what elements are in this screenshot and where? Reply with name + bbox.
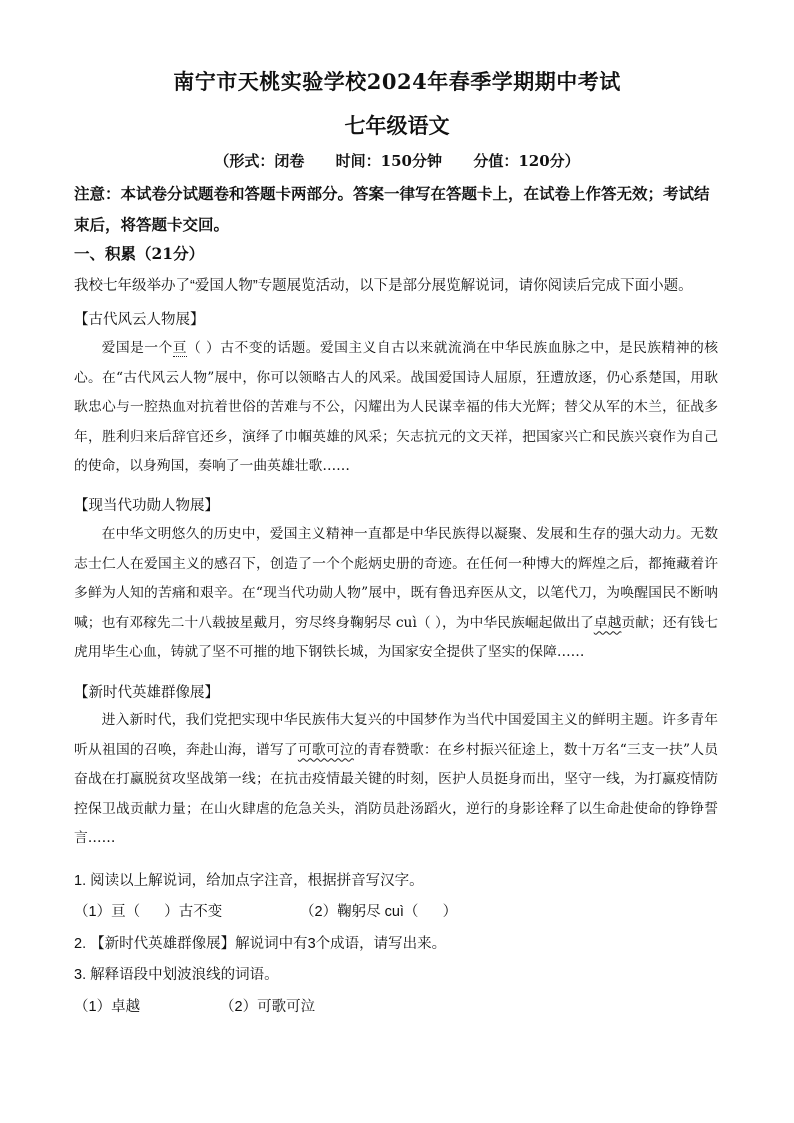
exam-notice: 注意：本试卷分试题卷和答题卡两部分。答案一律写在答题卡上，在试卷上作答无效；考试结束后，将答题卡交回。 xyxy=(74,184,710,234)
exam-title: 南宁市天桃实验学校2024年春季学期期中考试 xyxy=(173,69,621,94)
dotted-character: 亘 xyxy=(172,340,187,356)
section-title: 一、积累（21分） xyxy=(74,244,205,263)
exhibit-paragraph-modern xyxy=(74,520,718,668)
paragraph-text: 爱国是一个 xyxy=(101,340,173,356)
question-3: 3. 解释语段中划波浪线的词语。 xyxy=(74,967,279,983)
wavy-underlined-word: 可歌可泣 xyxy=(297,741,354,758)
exhibit-heading-new-era: 【新时代英雄群像展】 xyxy=(74,685,219,701)
section-intro: 我校七年级举办了“爱国人物”专题展览活动，以下是部分展览解说词，请你阅读后完成下面小题。 xyxy=(74,278,693,294)
question-2: 2. 【新时代英雄群像展】解说词中有3个成语，请写出来。 xyxy=(74,936,447,952)
question-1-item-2: （2）鞠躬尽 cuì（ ） xyxy=(300,904,458,920)
exhibit-paragraph-new-era xyxy=(74,706,718,854)
exam-subtitle: 七年级语文 xyxy=(344,113,450,138)
exhibit-heading-ancient: 【古代风云人物展】 xyxy=(74,312,205,328)
paragraph-text: 贡献；还有钱七虎用毕生心血，铸就了坚不可摧的地下钢铁长城，为国家安全提供了坚实的保障…… xyxy=(74,614,718,660)
exhibit-heading-modern: 【现当代功勋人物展】 xyxy=(74,498,219,514)
question-3-item-1: （1）卓越 xyxy=(74,999,141,1015)
question-1: 1. 阅读以上解说词，给加点字注音，根据拼音写汉字。 xyxy=(74,873,424,889)
question-3-item-2: （2）可歌可泣 xyxy=(220,999,316,1015)
paragraph-text: 进入新时代，我们党把实现中华民族伟大复兴的中国梦作为当代中国爱国主义的鲜明主题。许多青年听从祖国的召唤，奔赴山海，谱写了 xyxy=(74,712,718,758)
wavy-underlined-word: 卓越 xyxy=(593,614,622,631)
paragraph-text: （ ）古不变的话题。爱国主义自古以来就流淌在中华民族血脉之中，是民族精神的核心。在“古代风云人物”展中，你可以领略古人的风采。战国爱国诗人屈原，狂遭放逐，仍心系楚国，用耿耿忠心与一腔热血对抗着世俗的苦难与不公，闪耀出为人民谋幸福的伟大光辉；替父从军的木兰，征战多年，胜利归来后辞官还乡，演绎了巾帼英雄的风采；矢志抗元的文天祥，把国家兴亡和民族兴衰作为自己的使命，以身殉国，奏响了一曲英雄壮歌…… xyxy=(74,340,719,474)
paragraph-text: 在中华文明悠久的历史中，爱国主义精神一直都是中华民族得以凝聚、发展和生存的强大动力。无数志士仁人在爱国主义的感召下，创造了一个个彪炳史册的奇迹。在任何一种博大的辉煌之后，都掩藏着许多鲜为人知的苦痛和艰辛。在“现当代功勋人物”展中，既有鲁迅弃医从文，以笔代刀，为唤醒国民不断呐喊；也有邓稼先二十八载披星戴月，穷尽终身鞠躬尽 cuì（ ），为中华民族崛起做出了 xyxy=(74,526,718,631)
exhibit-paragraph-ancient xyxy=(74,334,718,482)
exam-meta: （形式：闭卷 时间：150分钟 分值：120分） xyxy=(214,152,580,170)
paragraph-text: 的青春赞歌：在乡村振兴征途上，数十万名“三支一扶”人员奋战在打赢脱贫攻坚战第一线；在抗击疫情最关键的时刻，医护人员挺身而出，坚守一线，为打赢疫情防控保卫战贡献力量；在山火肆虐的危急关头，消防员赴汤蹈火，逆行的身影诠释了以生命赴使命的铮铮誓言…… xyxy=(74,741,719,846)
question-1-item-1: （1）亘（ ）古不变 xyxy=(74,904,223,920)
